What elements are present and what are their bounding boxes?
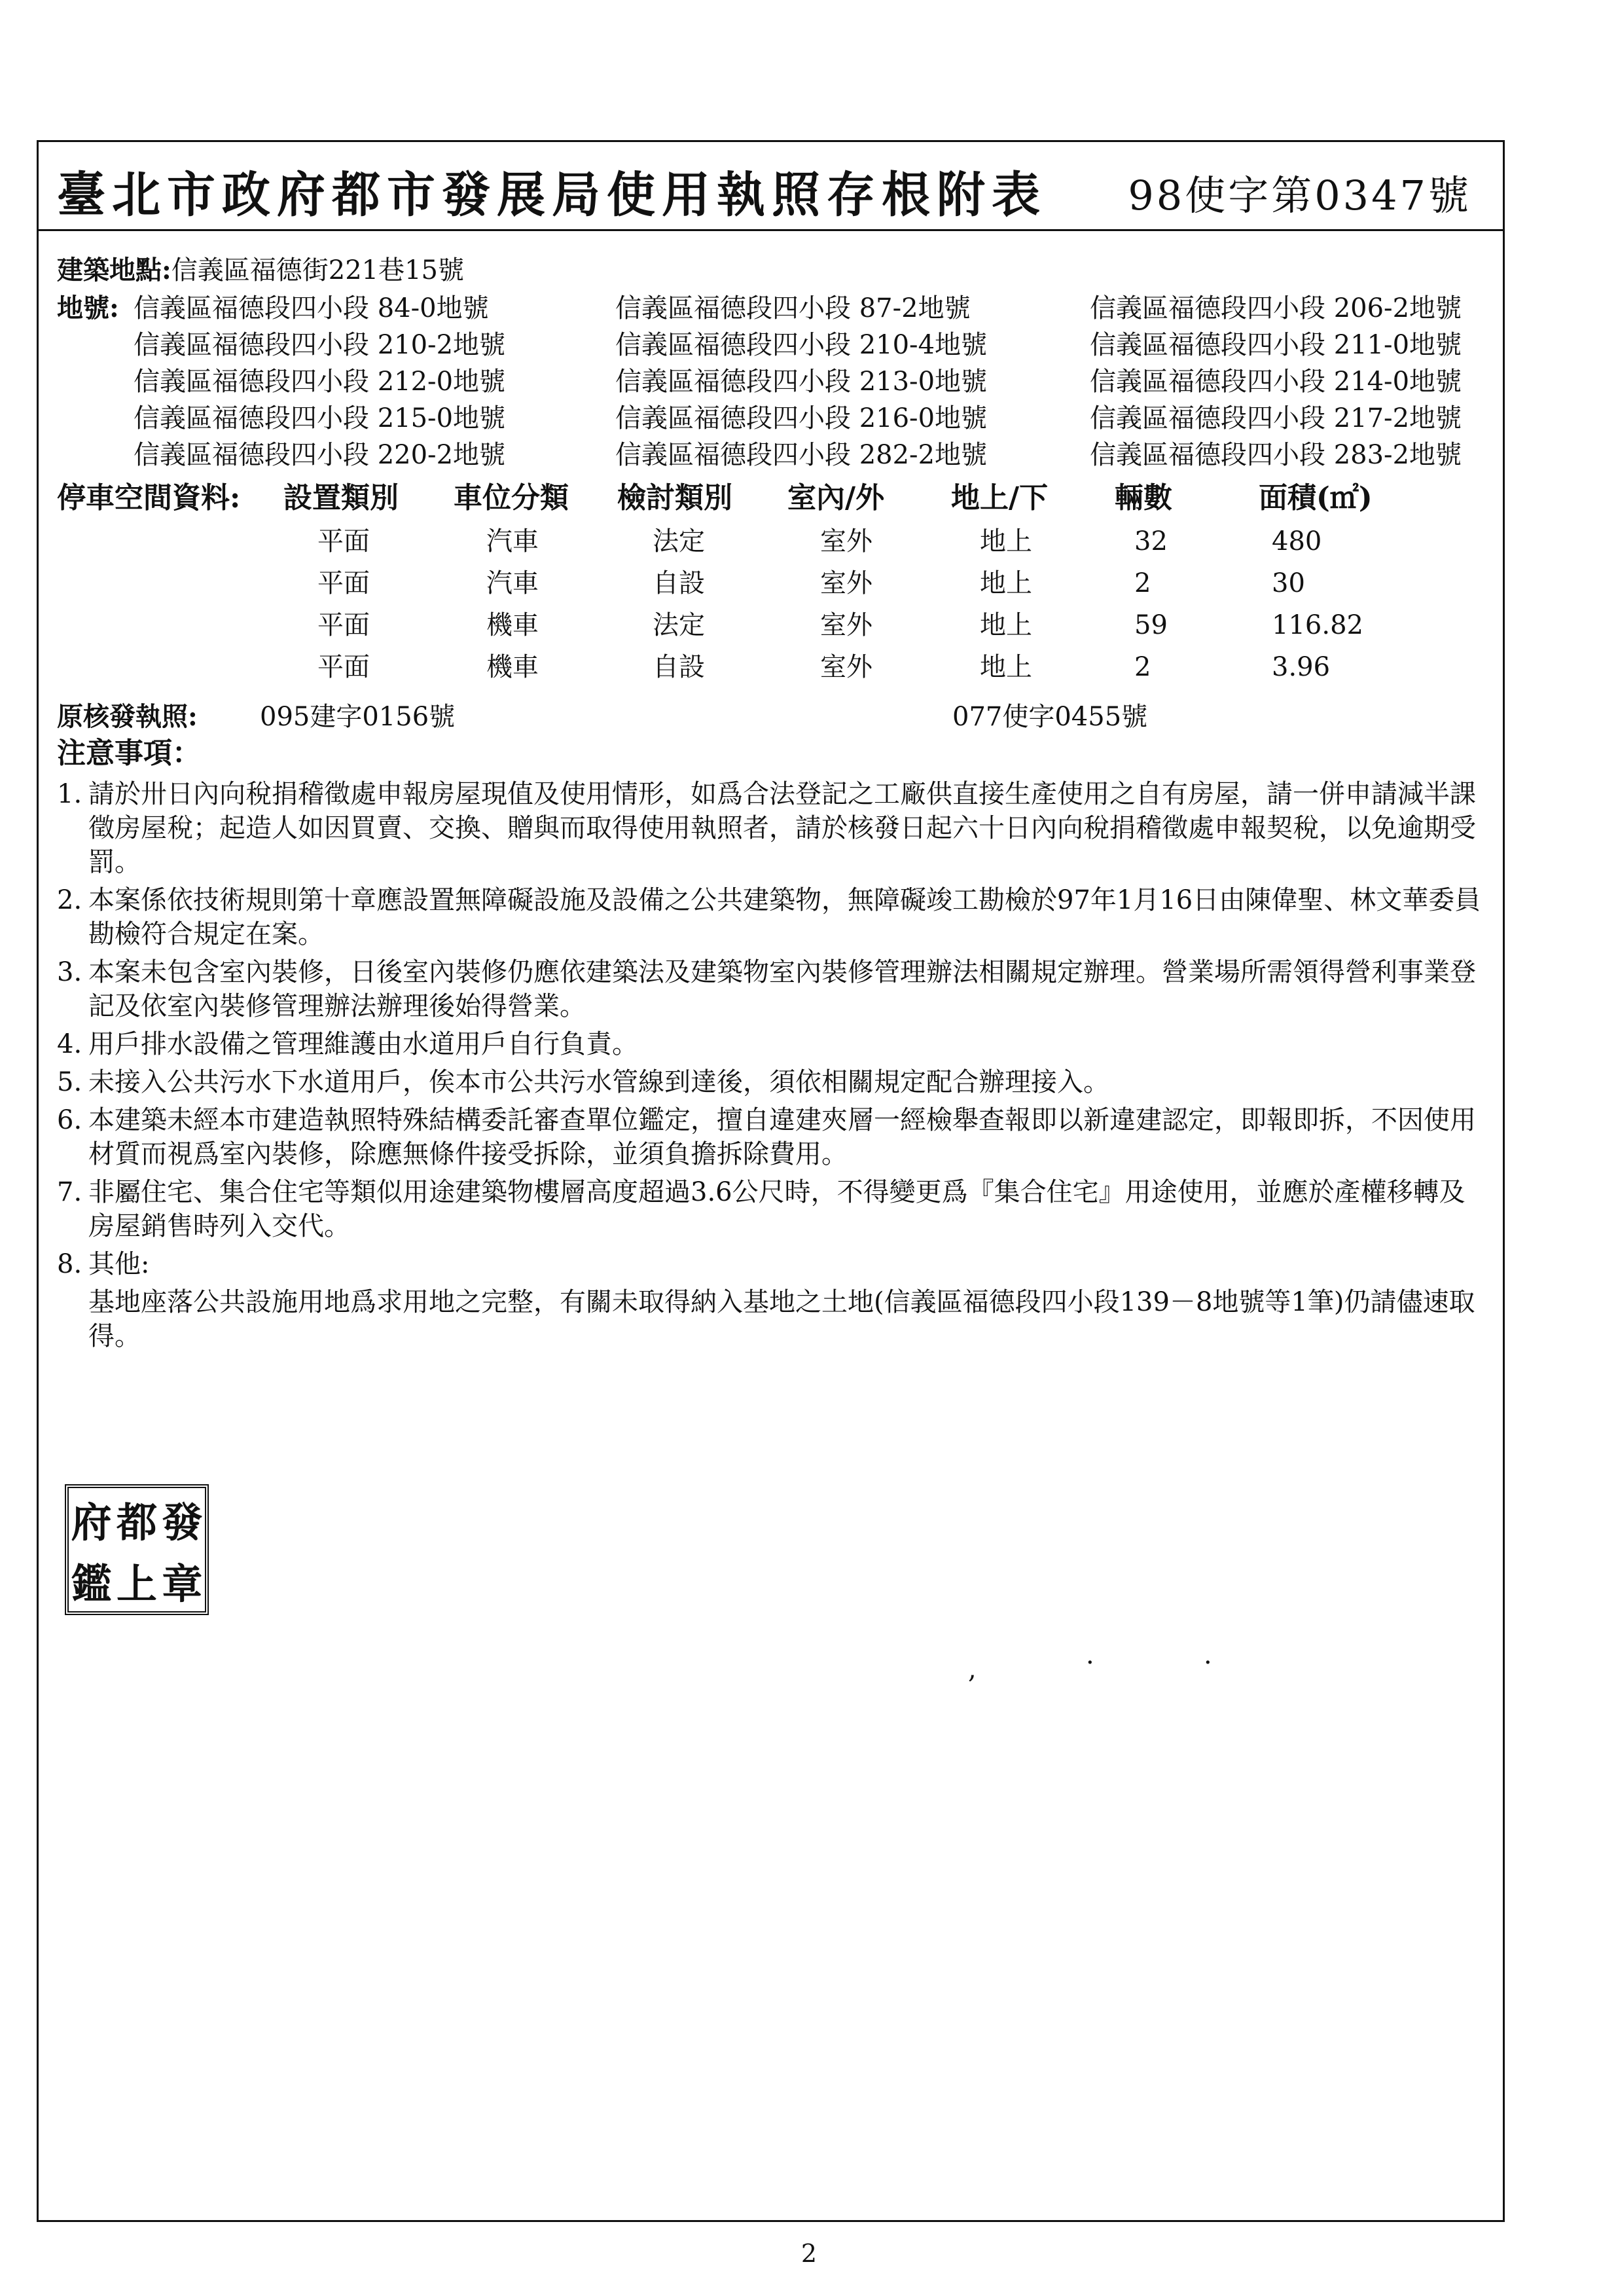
lot-item: 信義區福德段四小段 283-2地號 — [1090, 440, 1462, 470]
seal-char: 都 — [116, 1498, 157, 1546]
seal-char: 鑑 — [71, 1559, 112, 1608]
table-cell: 平面 — [317, 526, 370, 556]
table-cell: 59 — [1134, 610, 1168, 640]
site-value: 信義區福德街221巷15號 — [171, 255, 465, 285]
seal-char: 章 — [162, 1559, 203, 1608]
table-cell: 室外 — [820, 568, 872, 598]
parking-col-header: 檢討類別 — [617, 481, 732, 515]
note-item — [57, 1285, 1490, 1353]
document-header — [39, 142, 1503, 231]
table-cell: 2 — [1134, 652, 1151, 682]
note-text: 基地座落公共設施用地爲求用地之完整，有關未取得納入基地之土地(信義區福德段四小段139－8地號等1筆)仍請儘速取得。 — [88, 1287, 1475, 1351]
table-cell: 機車 — [486, 652, 539, 682]
table-row — [57, 650, 1484, 692]
note-text: 非屬住宅、集合住宅等類似用途建築物樓層高度超過3.6公尺時，不得變更爲『集合住宅』用途使用，並應於產權移轉及房屋銷售時列入交代。 — [88, 1177, 1465, 1241]
lot-item: 信義區福德段四小段 210-2地號 — [134, 330, 506, 360]
note-item — [57, 1103, 1490, 1171]
note-number: 3. — [57, 957, 82, 987]
table-cell: 地上 — [980, 526, 1032, 556]
page-number: 2 — [800, 2239, 818, 2268]
table-cell: 116.82 — [1272, 610, 1363, 640]
table-cell: 地上 — [980, 568, 1032, 598]
table-cell: 平面 — [317, 568, 370, 598]
parking-col-header: 室內/外 — [787, 481, 885, 515]
table-cell: 30 — [1272, 568, 1305, 598]
note-item — [57, 777, 1490, 879]
table-cell: 法定 — [653, 526, 705, 556]
table-row — [57, 524, 1484, 566]
table-cell: 地上 — [980, 652, 1032, 682]
seal-char: 發 — [162, 1498, 203, 1546]
table-cell: 自設 — [653, 652, 705, 682]
lots-label: 地號: — [57, 293, 119, 323]
scan-mark: · — [1204, 1648, 1212, 1678]
table-cell: 汽車 — [486, 526, 539, 556]
note-number: 4. — [57, 1029, 82, 1059]
note-item — [57, 1247, 1490, 1281]
note-number: 2. — [57, 885, 82, 915]
note-item — [57, 1175, 1490, 1243]
note-number: 8. — [57, 1249, 82, 1279]
note-text: 其他: — [88, 1249, 150, 1279]
parking-col-header: 地上/下 — [951, 481, 1049, 515]
table-cell: 自設 — [653, 568, 705, 598]
note-item — [57, 955, 1490, 1023]
seal-char: 府 — [71, 1498, 112, 1546]
lot-item: 信義區福德段四小段 206-2地號 — [1090, 293, 1462, 323]
table-cell: 地上 — [980, 610, 1032, 640]
table-cell: 室外 — [820, 652, 872, 682]
notes-list — [57, 777, 1490, 1357]
parking-col-header: 面積(㎡) — [1259, 481, 1373, 515]
table-cell: 室外 — [820, 610, 872, 640]
table-cell: 平面 — [317, 610, 370, 640]
document-frame — [37, 140, 1505, 2222]
parking-col-header: 輛數 — [1115, 481, 1172, 515]
note-item — [57, 883, 1490, 951]
document-title: 臺北市政府都市發展局使用執照存根附表 — [57, 167, 1047, 223]
lot-item: 信義區福德段四小段 214-0地號 — [1090, 367, 1462, 397]
original-permit-label: 原核發執照: — [57, 701, 198, 732]
note-text: 請於卅日內向稅捐稽徵處申報房屋現值及使用情形，如爲合法登記之工廠供直接生產使用之自有房屋，請一併申請減半課徵房屋稅；起造人如因買賣、交換、贈與而取得使用執照者，請於核發日起六十日內向稅捐稽徵處申報契稅，以免逾期受罰。 — [88, 779, 1476, 877]
table-cell: 480 — [1272, 526, 1322, 556]
lot-item: 信義區福德段四小段 210-4地號 — [615, 330, 988, 360]
table-cell: 汽車 — [486, 568, 539, 598]
table-cell: 機車 — [486, 610, 539, 640]
lot-item: 信義區福德段四小段 215-0地號 — [134, 403, 506, 433]
note-number: 1. — [57, 779, 82, 809]
scan-mark: , — [968, 1654, 977, 1685]
permit-number: 98使字第0347號 — [1128, 172, 1471, 219]
original-permit-value: 077使字0455號 — [952, 702, 1148, 732]
note-text: 本案係依技術規則第十章應設置無障礙設施及設備之公共建築物，無障礙竣工勘檢於97年1月16日由陳偉聖、林文華委員勘檢符合規定在案。 — [88, 885, 1481, 949]
lot-item: 信義區福德段四小段 84-0地號 — [134, 293, 489, 323]
table-cell: 平面 — [317, 652, 370, 682]
table-row — [57, 566, 1484, 608]
table-cell: 2 — [1134, 568, 1151, 598]
parking-col-header: 設置類別 — [283, 481, 399, 515]
notes-title: 注意事項： — [57, 737, 201, 770]
note-number: 6. — [57, 1105, 82, 1135]
parking-header — [57, 481, 1484, 520]
note-item — [57, 1027, 1490, 1061]
lot-item: 信義區福德段四小段 282-2地號 — [615, 440, 988, 470]
lot-item: 信義區福德段四小段 217-2地號 — [1090, 403, 1462, 433]
table-cell: 法定 — [653, 610, 705, 640]
note-number: 5. — [57, 1067, 82, 1097]
note-number: 7. — [57, 1177, 82, 1207]
lot-item: 信義區福德段四小段 220-2地號 — [134, 440, 506, 470]
lot-item: 信義區福德段四小段 212-0地號 — [134, 367, 506, 397]
lot-item: 信義區福德段四小段 216-0地號 — [615, 403, 988, 433]
note-item — [57, 1065, 1490, 1099]
lot-item: 信義區福德段四小段 211-0地號 — [1090, 330, 1462, 360]
note-text: 本建築未經本市建造執照特殊結構委託審查單位鑑定，擅自違建夾層一經檢舉查報即以新違建認定，即報即拆，不因使用材質而視爲室內裝修，除應無條件接受拆除，並須負擔拆除費用。 — [88, 1105, 1476, 1169]
lot-item: 信義區福德段四小段 213-0地號 — [615, 367, 988, 397]
site-label: 建築地點: — [57, 255, 171, 285]
original-permit-value: 095建字0156號 — [260, 702, 456, 732]
note-text: 未接入公共污水下水道用戶，俟本市公共污水管線到達後，須依相關規定配合辦理接入。 — [88, 1067, 1109, 1097]
note-text: 用戶排水設備之管理維護由水道用戶自行負責。 — [88, 1029, 638, 1059]
table-row — [57, 608, 1484, 650]
parking-label: 停車空間資料: — [57, 481, 241, 515]
table-cell: 32 — [1134, 526, 1168, 556]
official-seal-stamp — [65, 1484, 209, 1615]
table-cell: 室外 — [820, 526, 872, 556]
parking-col-header: 車位分類 — [454, 481, 569, 515]
note-text: 本案未包含室內裝修，日後室內裝修仍應依建築法及建築物室內裝修管理辦法相關規定辦理。營業場所需領得營利事業登記及依室內裝修管理辦法辦理後始得營業。 — [88, 957, 1476, 1021]
seal-char: 上 — [116, 1559, 157, 1608]
site-location — [57, 253, 464, 287]
lot-item: 信義區福德段四小段 87-2地號 — [615, 293, 971, 323]
scan-mark: · — [1086, 1648, 1094, 1678]
table-cell: 3.96 — [1272, 652, 1331, 682]
